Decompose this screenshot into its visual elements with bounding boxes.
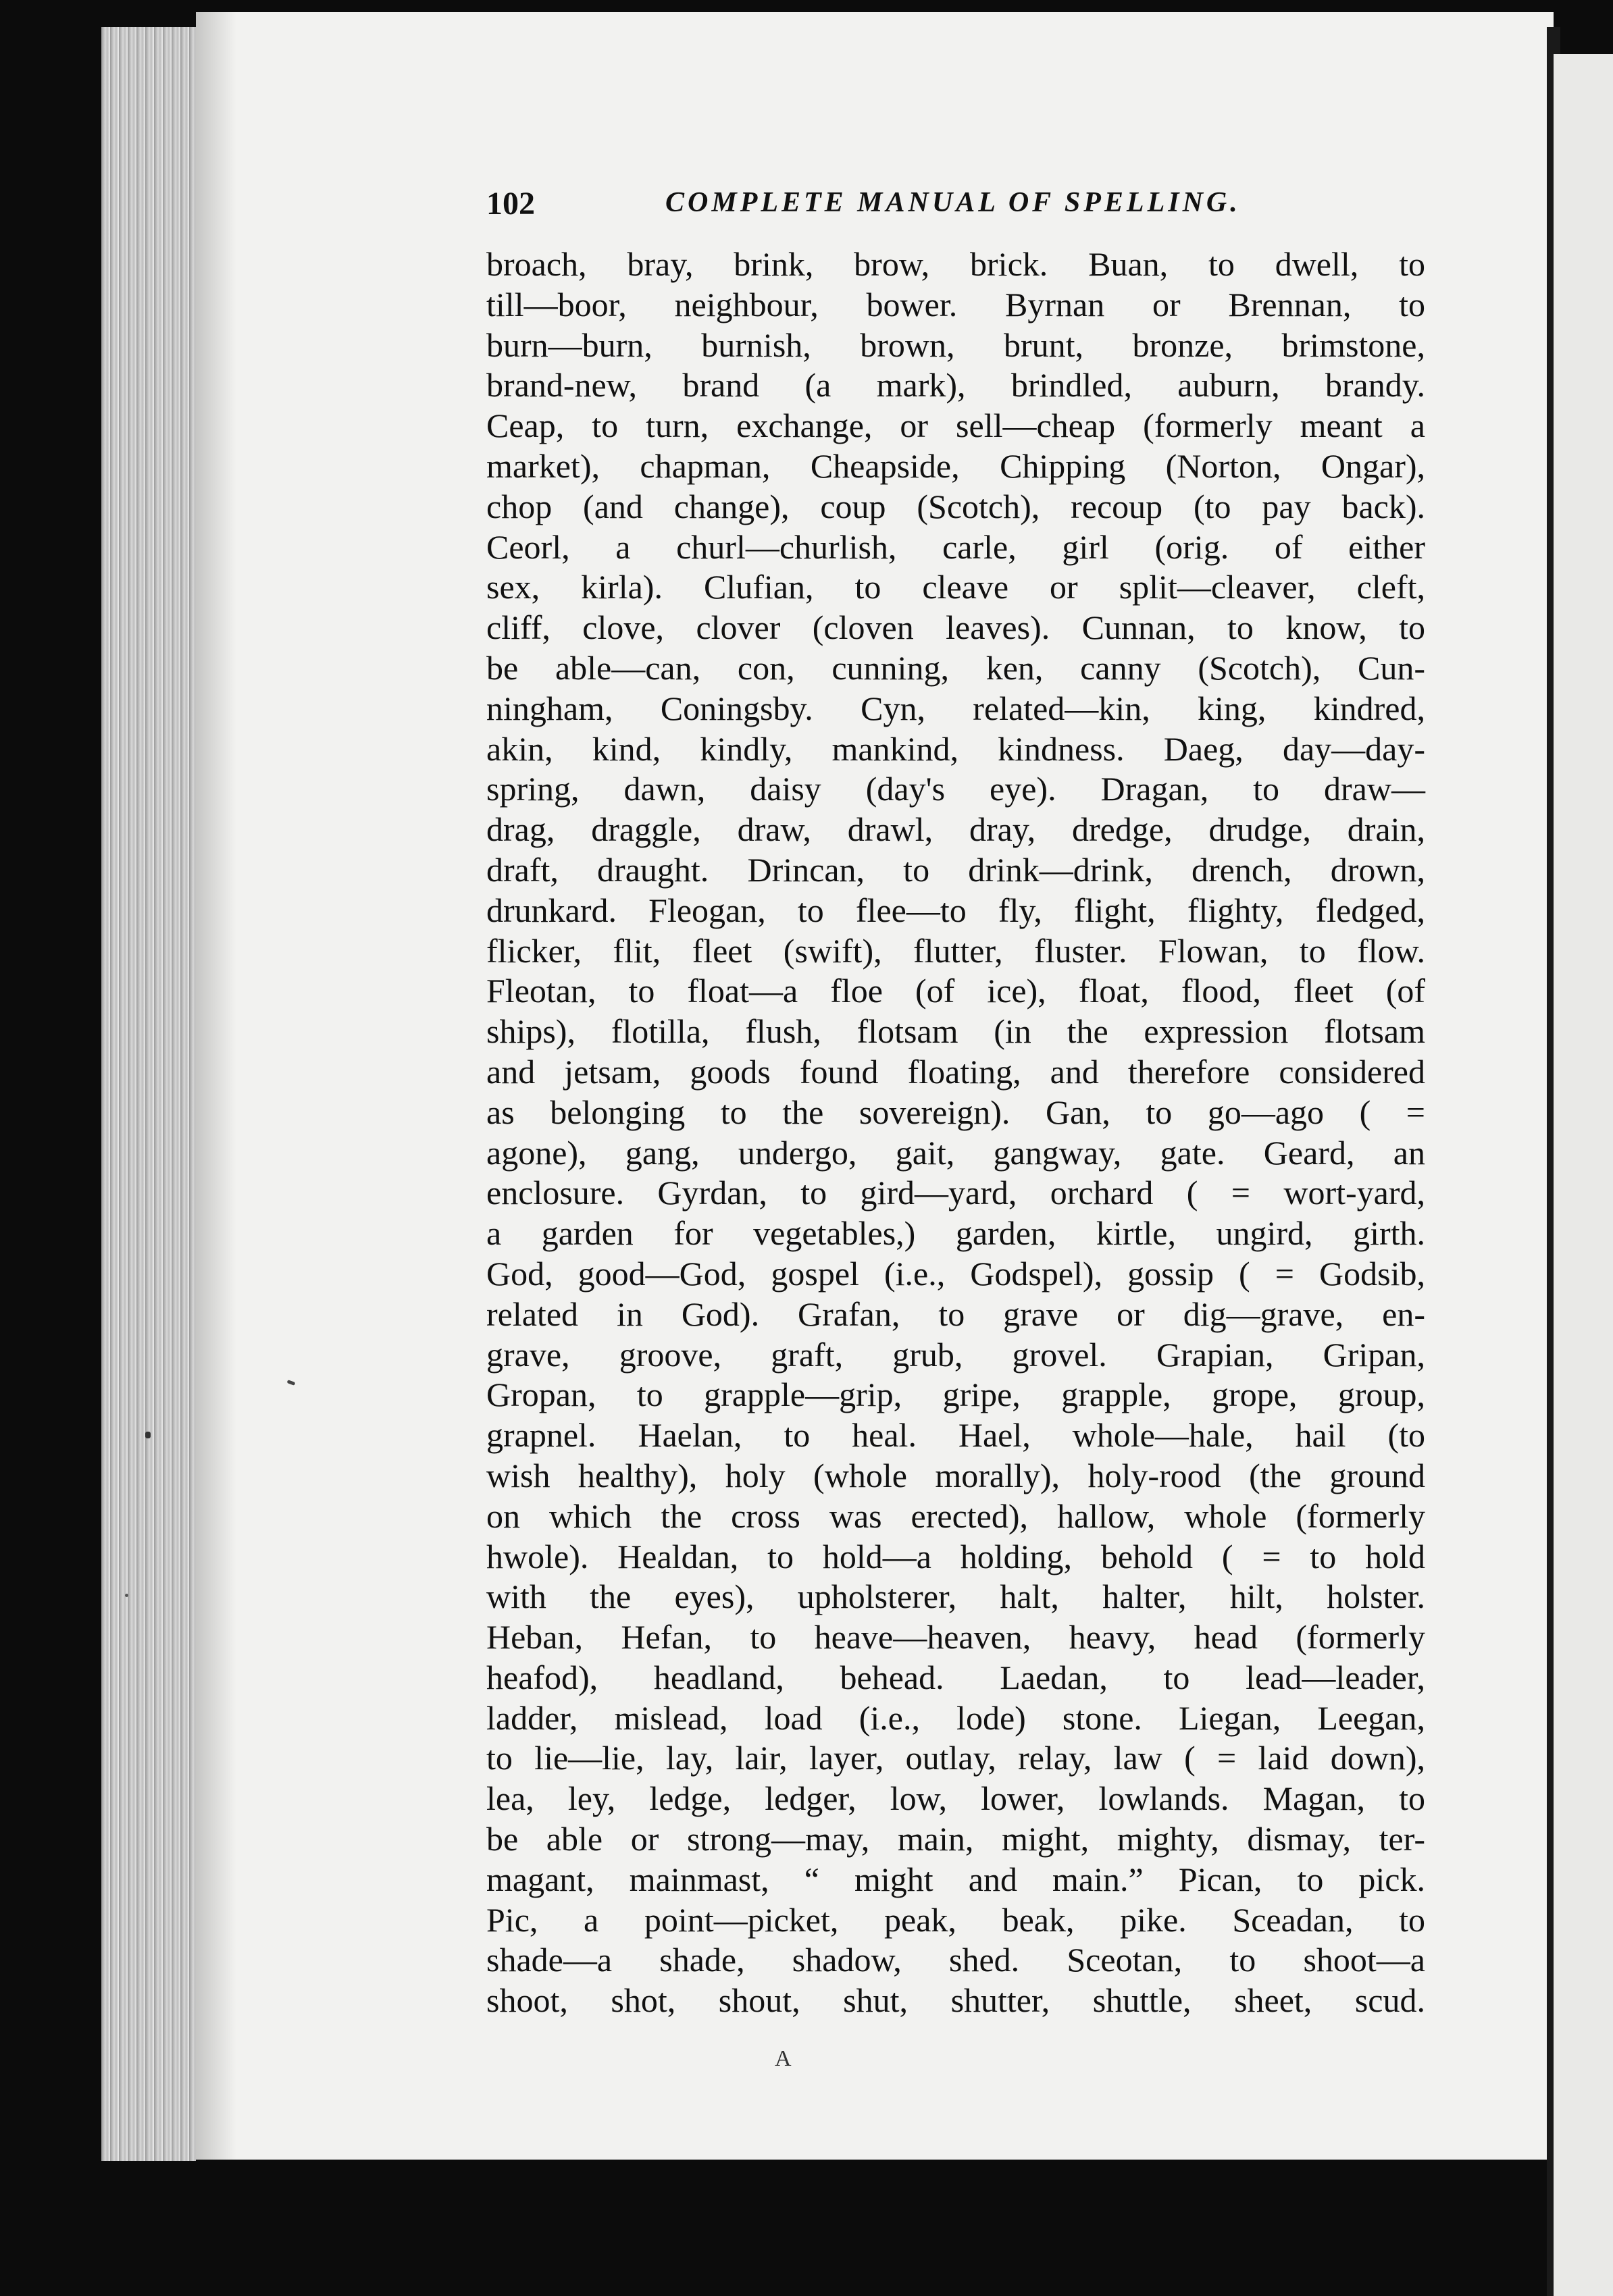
- text-line: Ceap, to turn, exchange, or sell—cheap (formerly meant a: [486, 407, 1425, 445]
- text-line: wish healthy), holy (whole morally), holy-rood (the ground: [486, 1456, 1425, 1494]
- scan-speck: [125, 1594, 128, 1597]
- text-line: a garden for vegetables,) garden, kirtle, ungird, girth.: [486, 1214, 1425, 1253]
- text-line: grapnel. Haelan, to heal. Hael, whole—hale, hail (to: [486, 1416, 1425, 1455]
- text-line: sex, kirla). Clufian, to cleave or split—cleaver, cleft,: [486, 568, 1425, 606]
- text-line: drunkard. Fleogan, to flee—to fly, flight, flighty, fledged,: [486, 891, 1425, 929]
- text-line: related in God). Grafan, to grave or dig—grave, en-: [486, 1295, 1425, 1333]
- text-line: magant, mainmast, “ might and main.” Pican, to pick.: [486, 1860, 1425, 1898]
- text-line: be able or strong—may, main, might, mighty, dismay, ter-: [486, 1820, 1425, 1858]
- text-line: Heban, Hefan, to heave—heaven, heavy, head (formerly: [486, 1618, 1425, 1656]
- text-line: broach, bray, brink, brow, brick. Buan, to dwell, to: [486, 245, 1425, 283]
- text-line: akin, kind, kindly, mankind, kindness. Daeg, day—day-: [486, 729, 1425, 768]
- book-page-edges: [101, 27, 196, 2161]
- scan-speck: [145, 1432, 151, 1438]
- text-line: ladder, mislead, load (i.e., lode) stone. Liegan, Leegan,: [486, 1698, 1425, 1737]
- next-page-edge: [1554, 54, 1613, 2296]
- spine-shadow: [196, 12, 236, 2160]
- text-line: lea, ley, ledge, ledger, low, lower, lowlands. Magan, to: [486, 1779, 1425, 1818]
- text-line: be able—can, con, cunning, ken, canny (Scotch), Cun-: [486, 648, 1425, 687]
- text-line: hwole). Healdan, to hold—a holding, behold ( = to hold: [486, 1537, 1425, 1575]
- running-title: COMPLETE MANUAL OF SPELLING.: [665, 187, 1241, 218]
- text-line: Gropan, to grapple—grip, gripe, grapple, grope, group,: [486, 1376, 1425, 1414]
- text-line: heafod), headland, behead. Laedan, to lead—leader,: [486, 1658, 1425, 1696]
- text-line: enclosure. Gyrdan, to gird—yard, orchard ( = wort-yard,: [486, 1174, 1425, 1212]
- page-number: 102: [486, 186, 535, 221]
- text-line: shoot, shot, shout, shut, shutter, shuttle, sheet, scud.: [486, 1981, 1425, 2020]
- text-line: ningham, Coningsby. Cyn, related—kin, king, kindred,: [486, 689, 1425, 727]
- text-line: brand-new, brand (a mark), brindled, auburn, brandy.: [486, 366, 1425, 405]
- text-line: and jetsam, goods found floating, and therefore considered: [486, 1052, 1425, 1091]
- text-line: Ceorl, a churl—churlish, carle, girl (orig. of either: [486, 527, 1425, 566]
- text-line: agone), gang, undergo, gait, gangway, gate. Geard, an: [486, 1133, 1425, 1172]
- text-line: market), chapman, Cheapside, Chipping (Norton, Ongar),: [486, 446, 1425, 485]
- text-line: with the eyes), upholsterer, halt, halter, hilt, holster.: [486, 1577, 1425, 1616]
- text-line: draft, draught. Drincan, to drink—drink, drench, drown,: [486, 850, 1425, 889]
- text-line: to lie—lie, lay, lair, layer, outlay, relay, law ( = laid down),: [486, 1739, 1425, 1777]
- text-line: as belonging to the sovereign). Gan, to go—ago ( =: [486, 1093, 1425, 1131]
- text-line: chop (and change), coup (Scotch), recoup (to pay back).: [486, 487, 1425, 525]
- text-line: Pic, a point—picket, peak, beak, pike. Sceadan, to: [486, 1900, 1425, 1939]
- text-line: on which the cross was erected), hallow, whole (formerly: [486, 1496, 1425, 1535]
- text-line: drag, draggle, draw, drawl, dray, dredge, drudge, drain,: [486, 810, 1425, 849]
- text-line: burn—burn, burnish, brown, brunt, bronze, brimstone,: [486, 325, 1425, 364]
- page-body-text: [486, 244, 1425, 2021]
- text-line: grave, groove, graft, grub, grovel. Grapian, Gripan,: [486, 1335, 1425, 1374]
- text-line: Fleotan, to float—a floe (of ice), float, flood, fleet (of: [486, 972, 1425, 1010]
- signature-mark: A: [775, 2046, 792, 2071]
- text-line: till—boor, neighbour, bower. Byrnan or Brennan, to: [486, 285, 1425, 323]
- text-line: cliff, clove, clover (cloven leaves). Cunnan, to know, to: [486, 608, 1425, 647]
- text-line: spring, dawn, daisy (day's eye). Dragan, to draw—: [486, 770, 1425, 808]
- text-line: shade—a shade, shadow, shed. Sceotan, to shoot—a: [486, 1941, 1425, 1979]
- text-line: flicker, flit, fleet (swift), flutter, fluster. Flowan, to flow.: [486, 931, 1425, 970]
- text-line: ships), flotilla, flush, flotsam (in the expression flotsam: [486, 1012, 1425, 1051]
- text-line: God, good—God, gospel (i.e., Godspel), gossip ( = Godsib,: [486, 1254, 1425, 1293]
